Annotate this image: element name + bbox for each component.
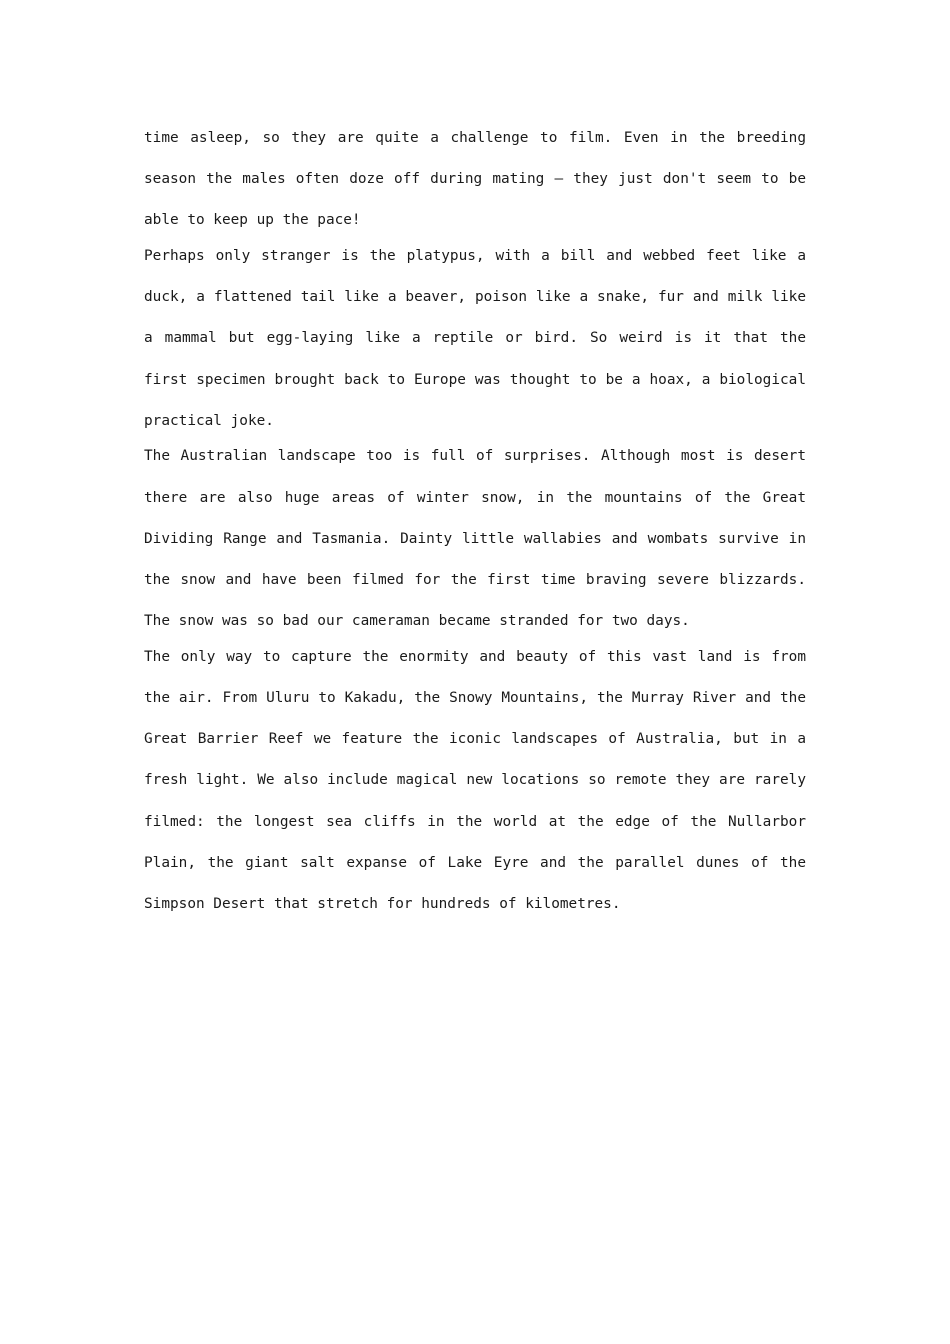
paragraph-aerial: The only way to capture the enormity and beauty of this vast land is from the air. From Uluru to Kakadu, the Snowy Mountains, the Murray River and the Great Barrier Reef we feature the iconic landscapes of Australia, but in a fresh light. We also include magical new locations so remote they are rarely filmed: the longest sea cliffs in the world at the edge of the Nullarbor Plain, the giant salt expanse of Lake Eyre and the parallel dunes of the Simpson Desert that stretch for hundreds of kilometres. xyxy=(144,648,806,913)
document-body xyxy=(144,118,806,925)
paragraph-platypus: Perhaps only stranger is the platypus, with a bill and webbed feet like a duck, a flattened tail like a beaver, poison like a snake, fur and milk like a mammal but egg-laying like a reptile or bird. So weird is it that the first specimen brought back to Europe was thought to be a hoax, a biological practical joke. xyxy=(144,248,806,429)
paragraph-sleep: time asleep, so they are quite a challenge to film. Even in the breeding season the males often doze off during mating – they just don't seem to be able to keep up the pace! xyxy=(144,130,806,229)
paragraph-landscape: The Australian landscape too is full of surprises. Although most is desert there are also huge areas of winter snow, in the mountains of the Great Dividing Range and Tasmania. Dainty little wallabies and wombats survive in the snow and have been filmed for the first time braving severe blizzards. The snow was so bad our cameraman became stranded for two days. xyxy=(144,448,806,630)
